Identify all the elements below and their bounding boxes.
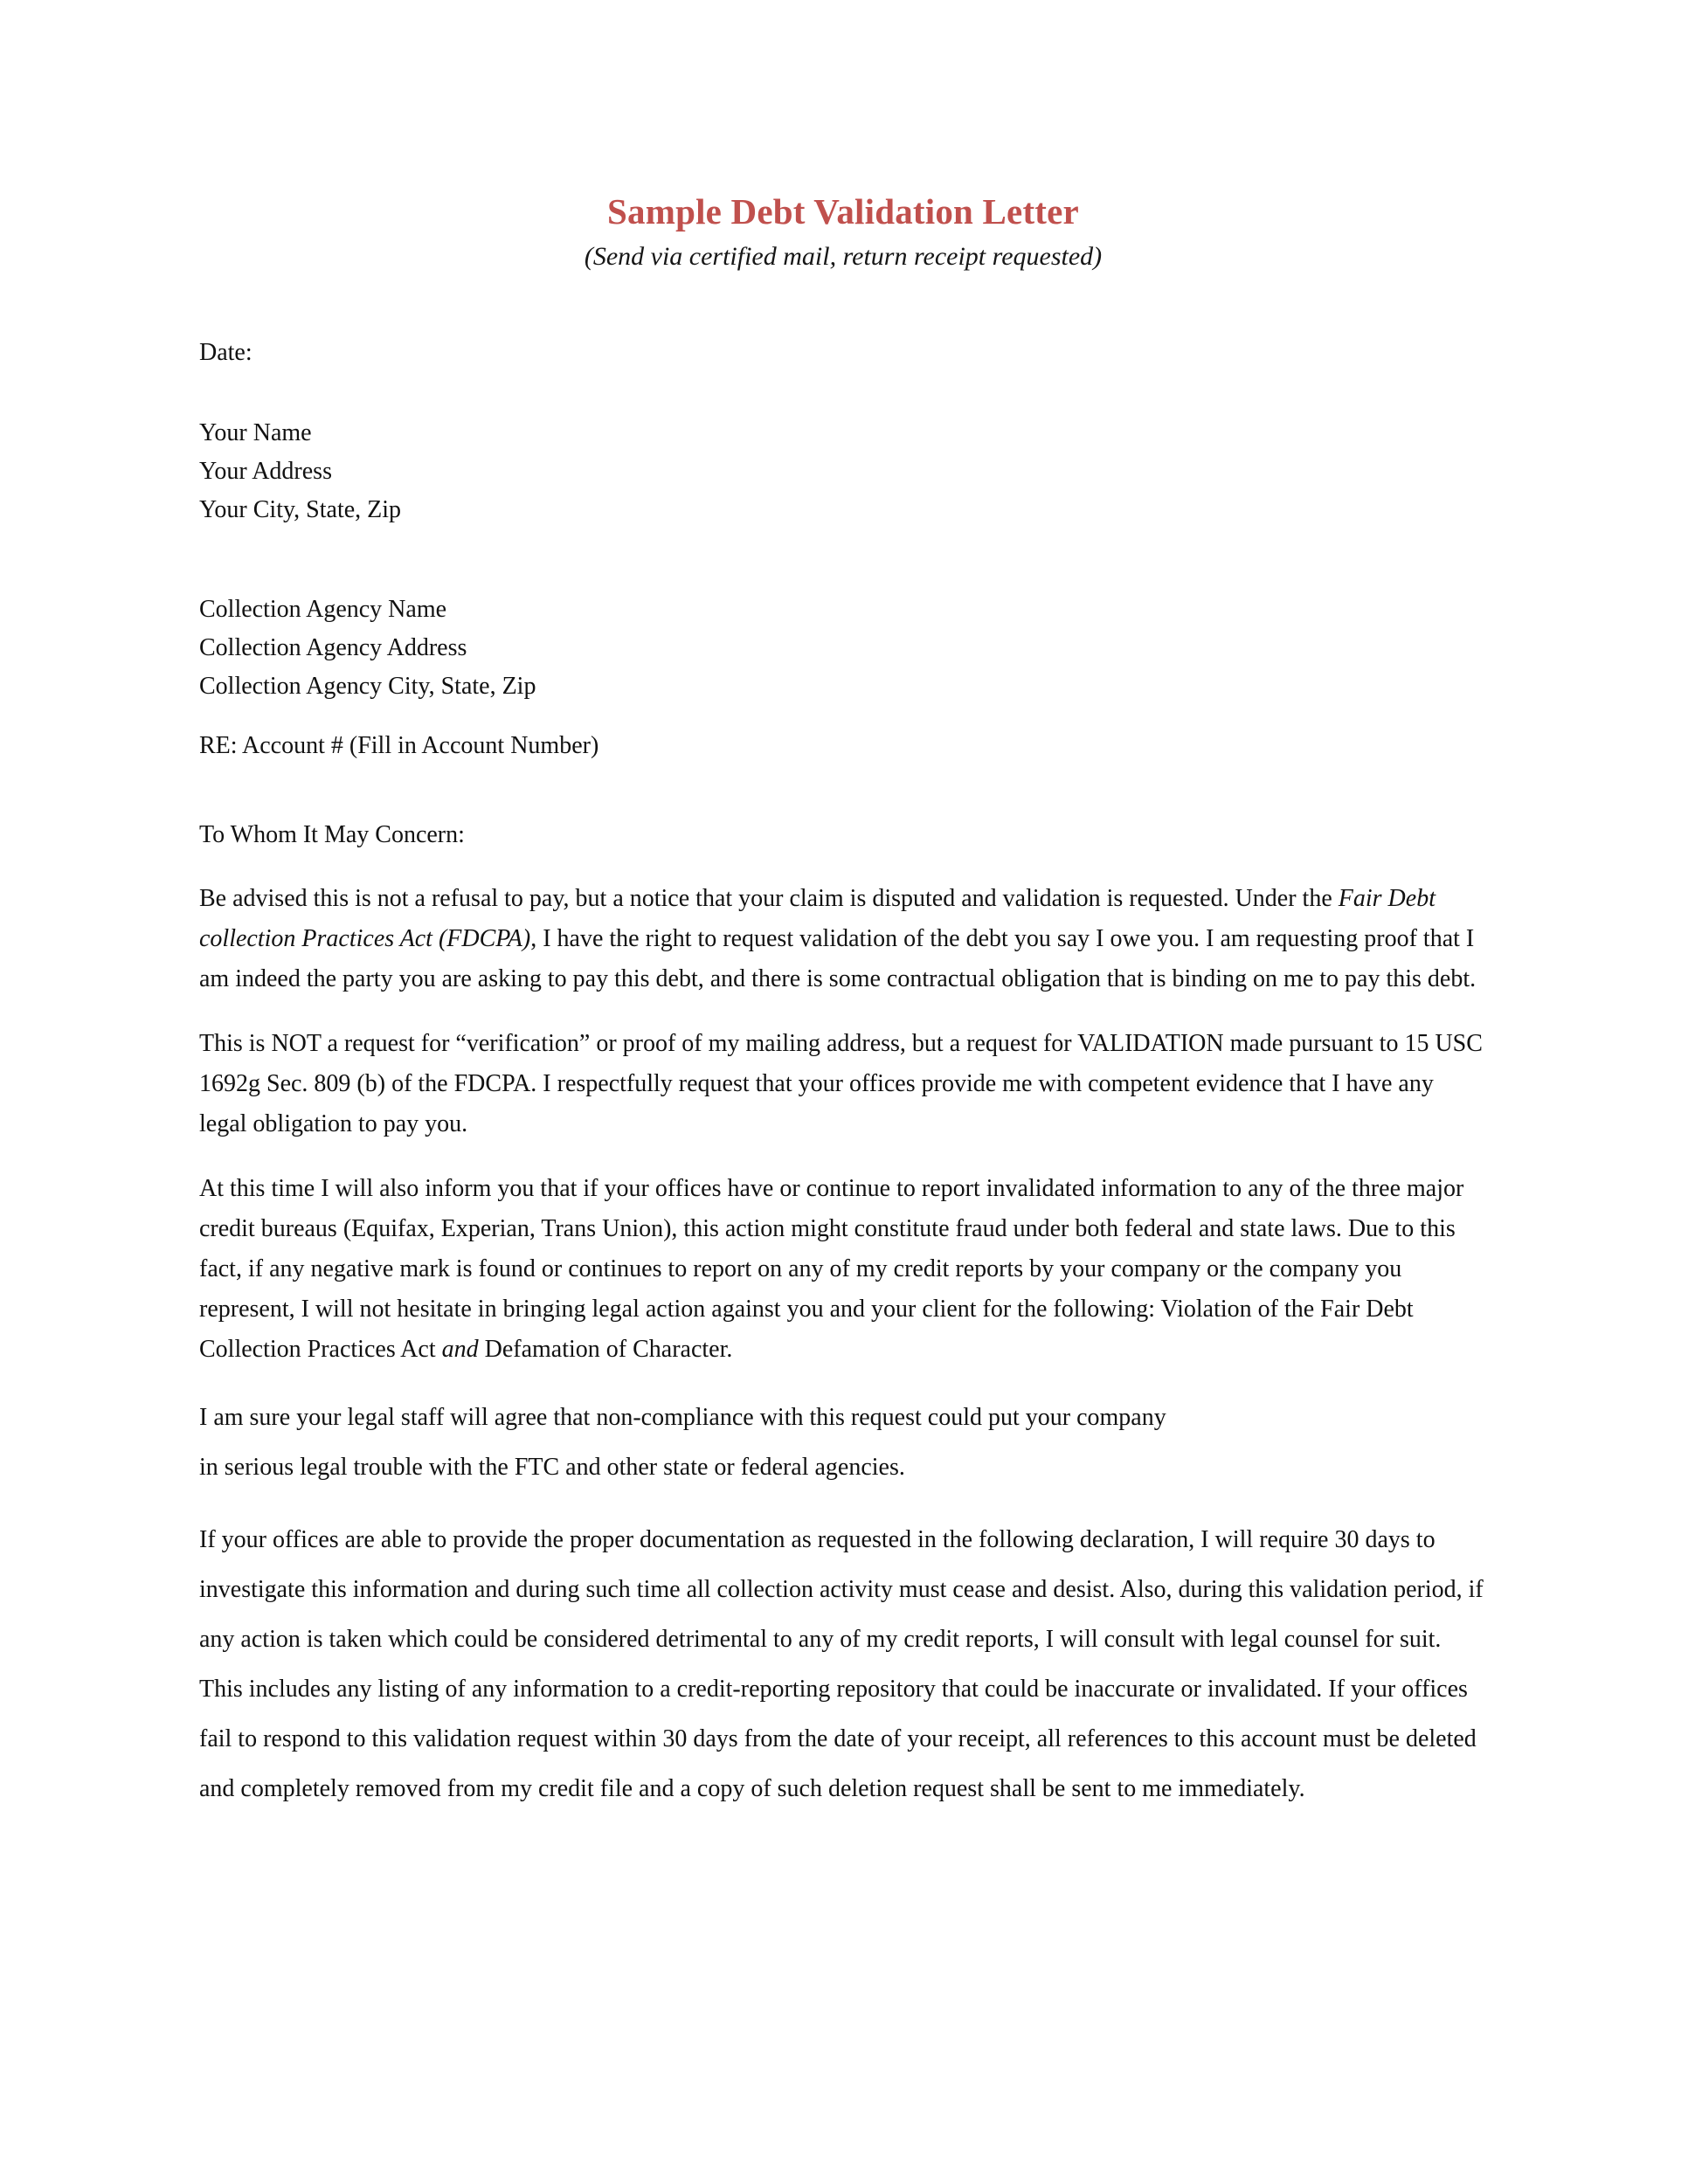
- body-paragraph-2: [199, 999, 1487, 1144]
- body-paragraph-1: [199, 854, 1487, 999]
- paragraph-1-text-part-2: , I have the right to request validation of the debt you say I owe you. I am requesting proof that I am indeed the party you are asking to pay this debt, and there is some contractual obligation that is binding on me to pay this debt.: [199, 925, 1477, 993]
- reference-line-block: [199, 727, 1487, 765]
- salutation-block: [199, 816, 1487, 854]
- paragraph-4-line-2: in serious legal trouble with the FTC and other state or federal agencies.: [199, 1454, 905, 1482]
- account-reference-line: RE: Account # (Fill in Account Number): [199, 732, 599, 760]
- paragraph-2-text: This is NOT a request for “verification” or proof of my mailing address, but a request for VALIDATION made pursuant to 15 USC 1692g Sec. 809 (b) of the FDCPA. I respectfully request that your offices provide me with competent evidence that I have any legal obligation to pay you.: [199, 1030, 1483, 1138]
- paragraph-5-text: If your offices are able to provide the proper documentation as requested in the following declaration, I will require 30 days to investigate this information and during such time all collection activity must cease and desist. Also, during this validation period, if any action is taken which could be considered detrimental to any of my credit reports, I will consult with legal counsel for suit. This includes any listing of any information to a credit-reporting repository that could be inaccurate or invalidated. If your offices fail to respond to this validation request within 30 days from the date of your receipt, all references to this account must be deleted and completely removed from my credit file and a copy of such deletion request shall be sent to me immediately.: [199, 1526, 1484, 1803]
- sender-name-line: Your Name: [199, 419, 312, 447]
- conjunction-and-italic: and: [441, 1336, 479, 1364]
- date-label: Date:: [199, 339, 253, 367]
- sender-city-state-zip-line: Your City, State, Zip: [199, 496, 402, 524]
- document-subtitle: (Send via certified mail, return receipt requested): [584, 242, 1103, 272]
- recipient-name-line: Collection Agency Name: [199, 596, 447, 624]
- body-paragraph-3: [199, 1144, 1487, 1370]
- sender-address-block: [199, 414, 1487, 529]
- sender-street-line: Your Address: [199, 458, 332, 486]
- salutation-line: To Whom It May Concern:: [199, 821, 465, 849]
- body-paragraph-4: [199, 1370, 1487, 1492]
- body-paragraph-5: [199, 1492, 1487, 1814]
- document-title: Sample Debt Validation Letter: [607, 191, 1079, 232]
- recipient-address-block: [199, 591, 1487, 706]
- date-block: [199, 334, 1487, 372]
- paragraph-3-text-part-1: At this time I will also inform you that if your offices have or continue to report invalidated information to any of the three major credit bureaus (Equifax, Experian, Trans Union), this action might constitute fraud under both federal and state laws. Due to this fact, if any negative mark is found or continues to report on any of my credit reports by your company or the company you represent, I will not hesitate in bringing legal action against you and your client for the following: Violation of the Fair Debt Collection Practices Act: [199, 1175, 1464, 1364]
- paragraph-4-line-1: I am sure your legal staff will agree that non-compliance with this request could put your company: [199, 1404, 1166, 1432]
- document-content-column: [199, 0, 1487, 1814]
- paragraph-1-text-part-1: Be advised this is not a refusal to pay, but a notice that your claim is disputed and validation is requested. Under the: [199, 885, 1339, 913]
- recipient-city-state-zip-line: Collection Agency City, State, Zip: [199, 673, 536, 701]
- paragraph-3-text-part-2: Defamation of Character.: [478, 1336, 733, 1364]
- fdcpa-act-italic-reference: Fair Debt collection Practices Act (FDCPA): [199, 885, 1435, 953]
- recipient-street-line: Collection Agency Address: [199, 634, 467, 662]
